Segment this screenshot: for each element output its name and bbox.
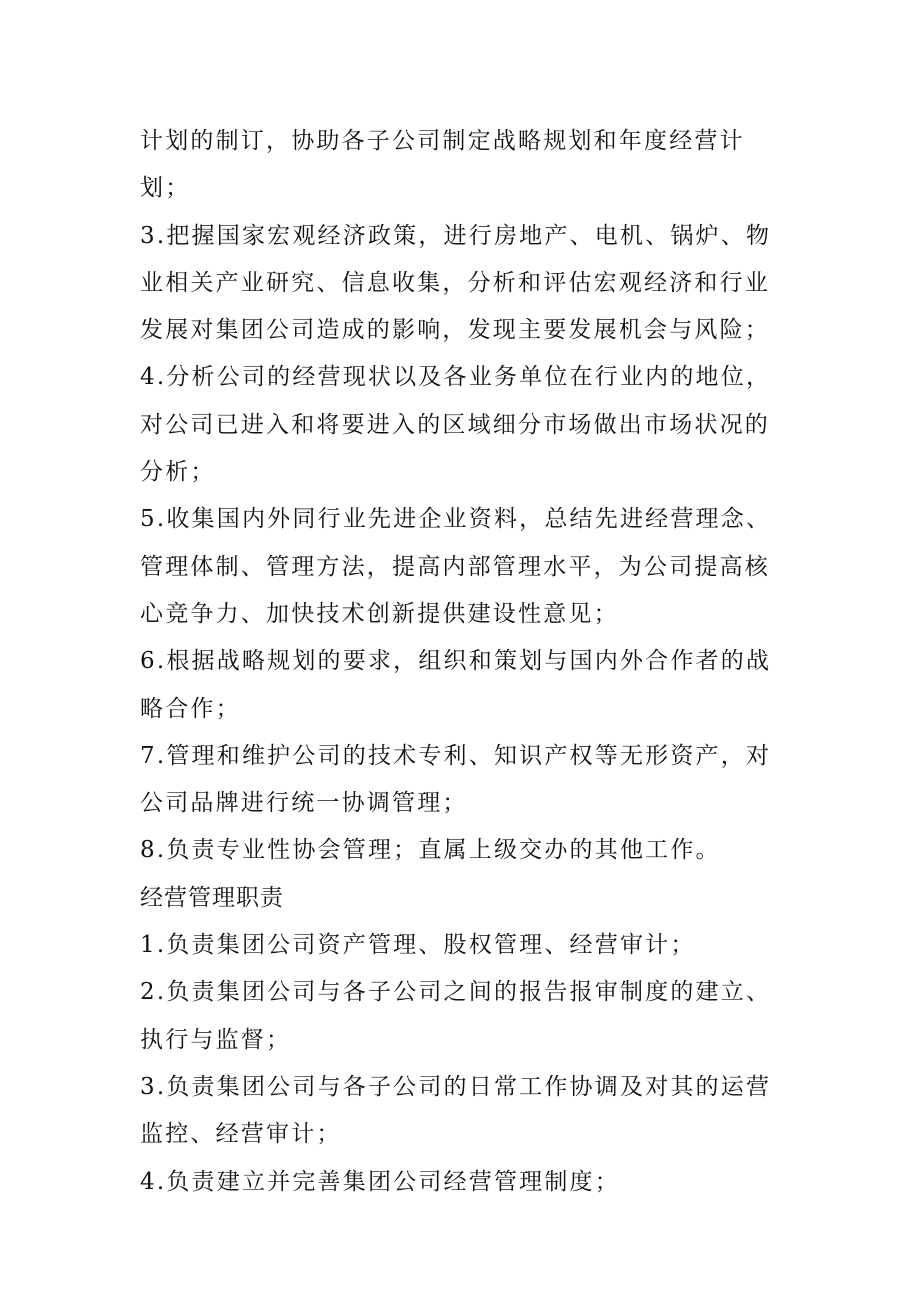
list-item-8: 8.负责专业性协会管理；直属上级交办的其他工作。 (140, 837, 721, 864)
section-item-2: 2.负责集团公司与各子公司之间的报告报审制度的建立、执行与监督； (140, 979, 772, 1053)
section-item-1: 1.负责集团公司资产管理、股权管理、经营审计； (140, 932, 696, 959)
paragraph-continuation: 计划的制订，协助各子公司制定战略规划和年度经营计划； (140, 128, 745, 202)
list-item-5: 5.收集国内外同行业先进企业资料，总结先进经营理念、管理体制、管理方法，提高内部管理水平，为公司提高核心竞争力、加快技术创新提供建设性意见； (140, 506, 772, 627)
list-item-7: 7.管理和维护公司的技术专利、知识产权等无形资产，对公司品牌进行统一协调管理； (140, 742, 772, 817)
section-heading: 经营管理职责 (140, 884, 284, 911)
list-item-6: 6.根据战略规划的要求，组织和策划与国内外合作者的战略合作； (140, 648, 772, 722)
section-item-4: 4.负责建立并完善集团公司经营管理制度； (140, 1168, 620, 1195)
section-item-3: 3.负责集团公司与各子公司的日常工作协调及对其的运营监控、经营审计； (140, 1073, 772, 1148)
list-item-4: 4.分析公司的经营现状以及各业务单位在行业内的地位，对公司已进入和将要进入的区域细分市场做出市场状况的分析； (140, 364, 772, 486)
document-body (140, 118, 790, 1206)
list-item-3: 3.把握国家宏观经济政策，进行房地产、电机、锅炉、物业相关产业研究、信息收集，分析和评估宏观经济和行业发展对集团公司造成的影响，发现主要发展机会与风险； (140, 222, 772, 344)
